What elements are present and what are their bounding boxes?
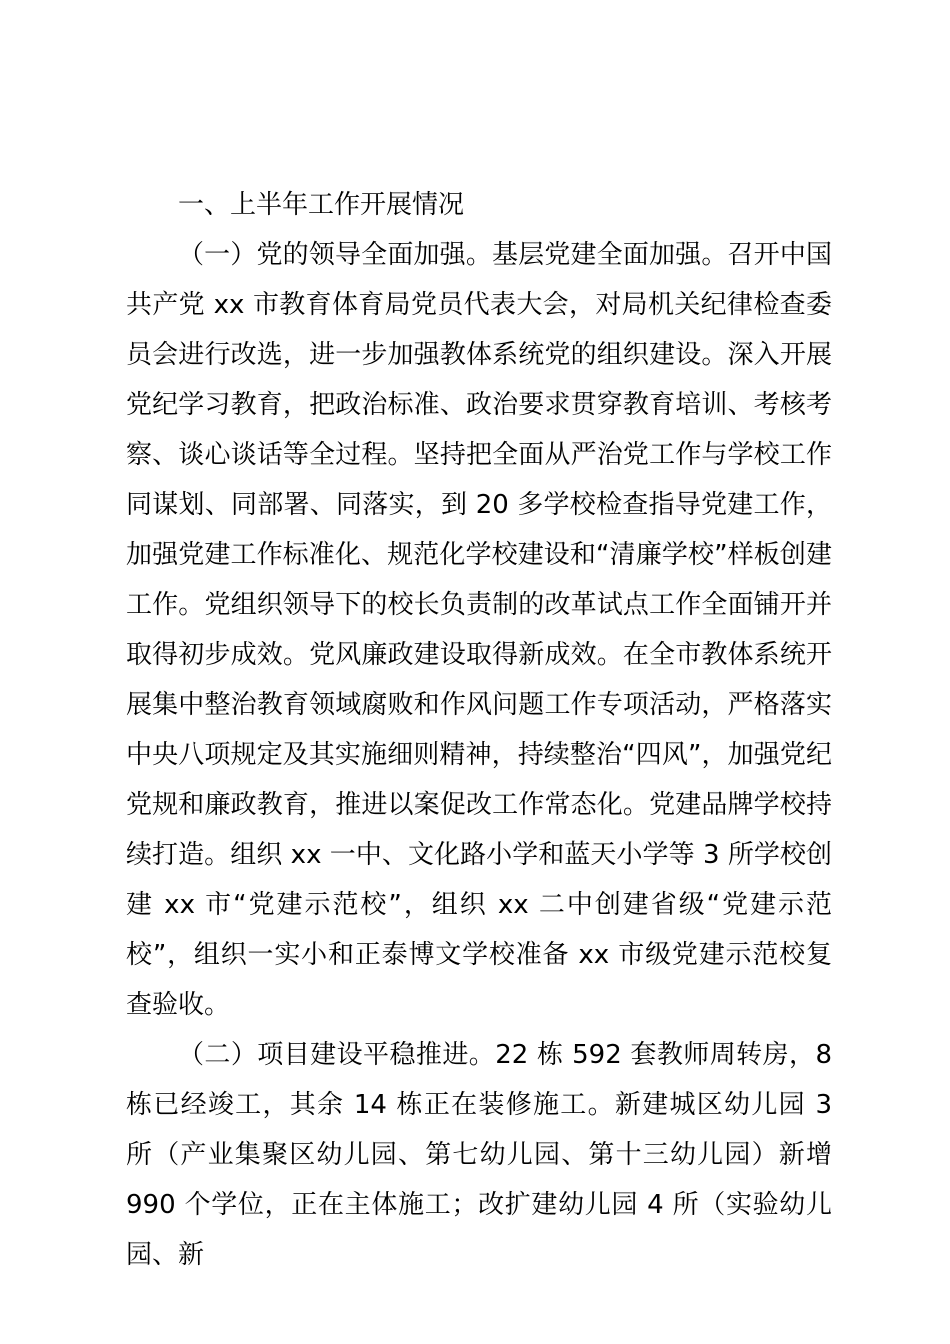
document-body [126, 180, 832, 1280]
paragraph-project-construction: （二）项目建设平稳推进。22 栋 592 套教师周转房，8 栋已经竣工，其余 14 栋正在装修施工。新建城区幼儿园 3 所（产业集聚区幼儿园、第七幼儿园、第十三幼儿园）新增 990 个学位，正在主体施工；改扩建幼儿园 4 所（实验幼儿园、新 [126, 1040, 832, 1270]
paragraph-party-leadership: （一）党的领导全面加强。基层党建全面加强。召开中国共产党 xx 市教育体育局党员代表大会，对局机关纪律检查委员会进行改选，进一步加强教体系统党的组织建设。深入开展党纪学习教育，把政治标准、政治要求贯穿教育培训、考核考察、谈心谈话等全过程。坚持把全面从严治党工作与学校工作同谋划、同部署、同落实，到 20 多学校检查指导党建工作，加强党建工作标准化、规范化学校建设和“清廉学校”样板创建工作。党组织领导下的校长负责制的改革试点工作全面铺开并取得初步成效。党风廉政建设取得新成效。在全市教体系统开展集中整治教育领域腐败和作风问题工作专项活动，严格落实中央八项规定及其实施细则精神，持续整治“四风”，加强党纪党规和廉政教育，推进以案促改工作常态化。党建品牌学校持续打造。组织 xx 一中、文化路小学和蓝天小学等 3 所学校创建 xx 市“党建示范校”，组织 xx 二中创建省级“党建示范校”，组织一实小和正泰博文学校准备 xx 市级党建示范校复查验收。 [126, 240, 832, 1020]
section-heading: 一、上半年工作开展情况 [178, 190, 465, 220]
